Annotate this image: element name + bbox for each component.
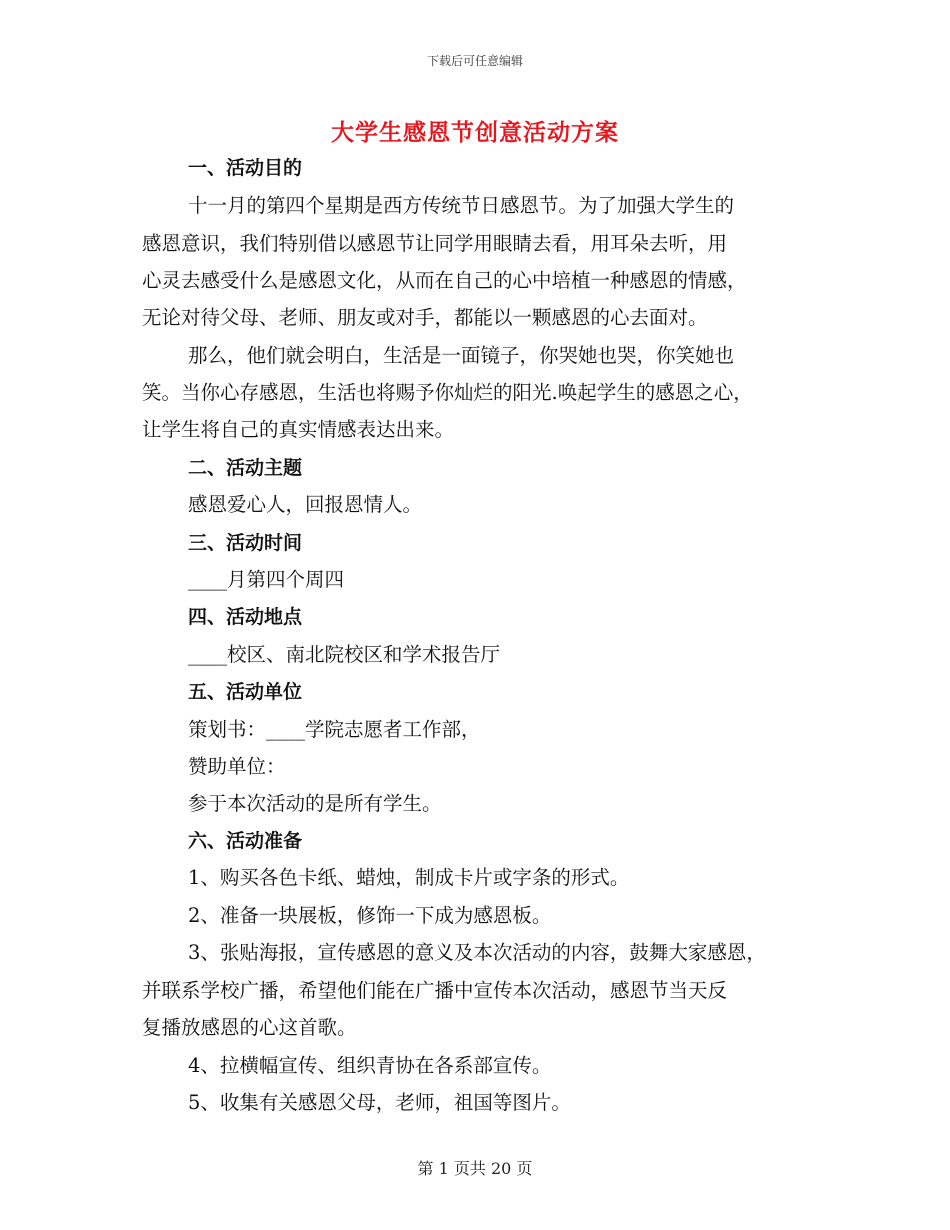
paragraph-line: 赞助单位：	[188, 755, 286, 778]
paragraph-line: 心灵去感受什么是感恩文化，从而在自己的心中培植一种感恩的情感，	[142, 269, 747, 292]
list-item: 2、准备一块展板，修饰一下成为感恩板。	[188, 904, 552, 927]
document-title: 大学生感恩节创意活动方案	[331, 119, 619, 146]
paragraph-line: 无论对待父母、老师、朋友或对手，都能以一颗感恩的心去面对。	[142, 306, 708, 329]
list-item: 1、购买各色卡纸、蜡烛，制成卡片或字条的形式。	[188, 866, 630, 889]
paragraph-line: 感恩意识，我们特别借以感恩节让同学用眼睛去看，用耳朵去听，用	[142, 232, 728, 255]
paragraph-line: 复播放感恩的心这首歌。	[142, 1016, 357, 1039]
section-heading-time: 三、活动时间	[188, 532, 303, 554]
paragraph-line: ____校区、南北院校区和学术报告厅	[188, 643, 501, 666]
list-item: 4、拉横幅宣传、组织青协在各系部宣传。	[188, 1054, 552, 1077]
list-item: 5、收集有关感恩父母，老师，祖国等图片。	[188, 1091, 571, 1114]
section-heading-theme: 二、活动主题	[188, 457, 303, 479]
section-heading-purpose: 一、活动目的	[188, 157, 303, 179]
header-note: 下载后可任意编辑	[426, 54, 523, 68]
section-heading-preparation: 六、活动准备	[188, 830, 303, 852]
paragraph-line: 让学生将自己的真实情感表达出来。	[142, 418, 455, 441]
paragraph-line: 感恩爱心人，回报恩情人。	[188, 493, 423, 516]
paragraph-line: ____月第四个周四	[188, 568, 345, 591]
list-item: 3、张贴海报，宣传感恩的意义及本次活动的内容，鼓舞大家感恩，	[188, 941, 766, 964]
paragraph-line: 并联系学校广播，希望他们能在广播中宣传本次活动，感恩节当天反	[142, 979, 728, 1002]
paragraph-line: 参于本次活动的是所有学生。	[188, 792, 442, 815]
paragraph-line: 十一月的第四个星期是西方传统节日感恩节。为了加强大学生的	[188, 194, 735, 217]
paragraph-line: 那么，他们就会明白，生活是一面镜子，你哭她也哭，你笑她也	[188, 344, 735, 367]
section-heading-location: 四、活动地点	[188, 606, 303, 628]
section-heading-organizer: 五、活动单位	[188, 681, 303, 703]
paragraph-line: 笑。当你心存感恩，生活也将赐予你灿烂的阳光.唤起学生的感恩之心，	[142, 381, 753, 404]
page-footer: 第 1 页共 20 页	[417, 1159, 533, 1178]
paragraph-line: 策划书：____学院志愿者工作部，	[188, 718, 481, 741]
